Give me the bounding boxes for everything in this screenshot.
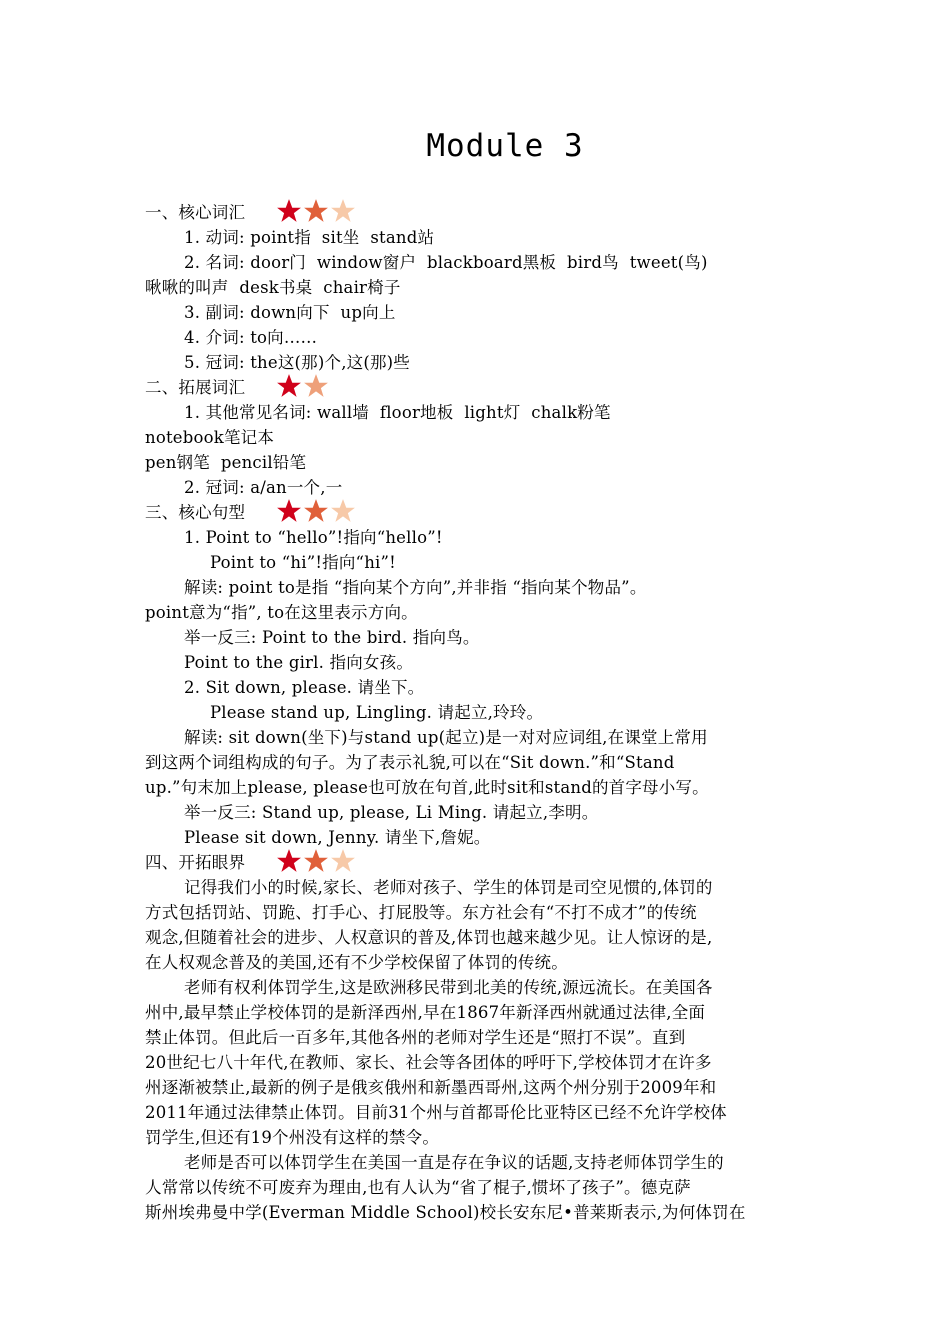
text-line: 方式包括罚站、罚跪、打手心、打屁股等。东方社会有“不打不成才”的传统: [145, 903, 697, 922]
text-line: 罚学生,但还有19个州没有这样的禁令。: [145, 1128, 440, 1147]
text-line: 举一反三: Stand up, please, Li Ming. 请起立,李明。: [184, 803, 599, 822]
text-line: up.”句末加上please, please也可放在句首,此时sit和stand的首字母小写。: [145, 778, 709, 797]
text-line: 举一反三: Point to the bird. 指向鸟。: [184, 628, 480, 647]
text-line: 解读: point to是指 “指向某个方向”,并非指 “指向某个物品”。: [184, 578, 647, 597]
text-line: point意为“指”, to在这里表示方向。: [145, 603, 418, 622]
text-line: Point to “hi”!指向“hi”!: [210, 553, 396, 572]
text-line: notebook笔记本: [145, 428, 275, 447]
section-heading-core-vocabulary: 一、核心词汇: [145, 203, 246, 222]
text-line: 2011年通过法律禁止体罚。目前31个州与首都哥伦比亚特区已经不允许学校体: [145, 1103, 727, 1122]
section-heading-core-sentences: 三、核心句型: [145, 503, 246, 522]
rating-stars-icon: [276, 498, 352, 524]
text-line: 3. 副词: down向下 up向上: [184, 303, 396, 322]
page-title: Module 3: [426, 128, 584, 164]
section-heading-extended-vocabulary: 二、拓展词汇: [145, 378, 246, 397]
rating-stars-icon: [276, 198, 352, 224]
rating-stars-icon: [276, 373, 325, 399]
text-line: 1. 其他常见名词: wall墙 floor地板 light灯 chalk粉笔: [184, 403, 611, 422]
text-line: 斯州埃弗曼中学(Everman Middle School)校长安东尼•普莱斯表示,为何体罚在: [145, 1203, 746, 1222]
text-line: 2. Sit down, please. 请坐下。: [184, 678, 425, 697]
text-line: 禁止体罚。但此后一百多年,其他各州的老师对学生还是“照打不误”。直到: [145, 1028, 686, 1047]
text-line: 老师是否可以体罚学生在美国一直是存在争议的话题,支持老师体罚学生的: [184, 1153, 724, 1172]
text-line: 在人权观念普及的美国,还有不少学校保留了体罚的传统。: [145, 953, 568, 972]
text-line: Please sit down, Jenny. 请坐下,詹妮。: [184, 828, 491, 847]
text-line: pen钢笔 pencil铅笔: [145, 453, 307, 472]
text-line: 2. 名词: door门 window窗户 blackboard黑板 bird鸟 tweet(鸟): [184, 253, 708, 272]
text-line: Point to the girl. 指向女孩。: [184, 653, 414, 672]
text-line: 到这两个词组构成的句子。为了表示礼貌,可以在“Sit down.”和“Stand: [145, 753, 675, 772]
text-line: 记得我们小的时候,家长、老师对孩子、学生的体罚是司空见惯的,体罚的: [184, 878, 713, 897]
text-line: 2. 冠词: a/an一个,一: [184, 478, 343, 497]
text-line: 人常常以传统不可废弃为理由,也有人认为“省了棍子,惯坏了孩子”。德克萨: [145, 1178, 691, 1197]
text-line: 1. 动词: point指 sit坐 stand站: [184, 228, 435, 247]
section-heading-broaden-horizons: 四、开拓眼界: [145, 853, 246, 872]
text-line: 啾啾的叫声 desk书桌 chair椅子: [145, 278, 401, 297]
text-line: 5. 冠词: the这(那)个,这(那)些: [184, 353, 411, 372]
text-line: 观念,但随着社会的进步、人权意识的普及,体罚也越来越少见。让人惊讶的是,: [145, 928, 713, 947]
text-line: 4. 介词: to向……: [184, 328, 318, 347]
text-line: 州逐渐被禁止,最新的例子是俄亥俄州和新墨西哥州,这两个州分别于2009年和: [145, 1078, 717, 1097]
text-line: 1. Point to “hello”!指向“hello”!: [184, 528, 443, 547]
text-line: 解读: sit down(坐下)与stand up(起立)是一对对应词组,在课堂上常用: [184, 728, 708, 747]
text-line: 州中,最早禁止学校体罚的是新泽西州,早在1867年新泽西州就通过法律,全面: [145, 1003, 706, 1022]
rating-stars-icon: [276, 848, 352, 874]
text-line: 老师有权利体罚学生,这是欧洲移民带到北美的传统,源远流长。在美国各: [184, 978, 713, 997]
text-line: Please stand up, Lingling. 请起立,玲玲。: [210, 703, 544, 722]
text-line: 20世纪七八十年代,在教师、家长、社会等各团体的呼吁下,学校体罚才在许多: [145, 1053, 712, 1072]
